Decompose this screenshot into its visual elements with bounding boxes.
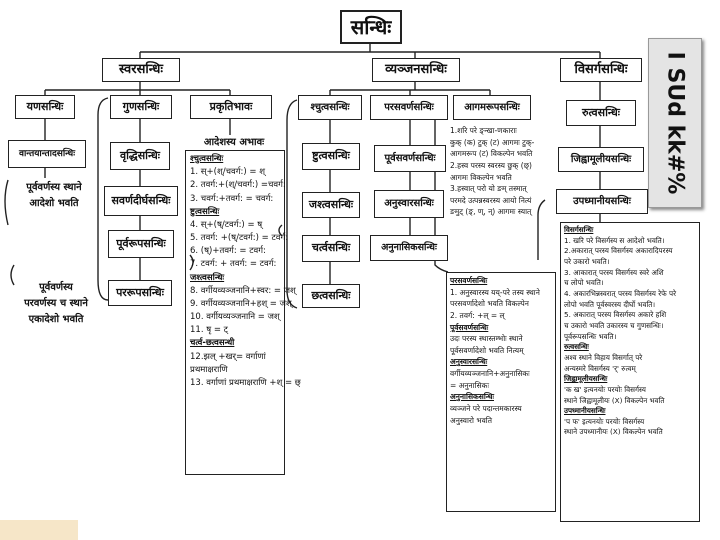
sutra-line: 4. स्+(ष्/टवर्ग:) = ष् xyxy=(190,219,263,230)
swara-sandhi-node: स्वरसन्धिः xyxy=(102,58,180,82)
visarga-note-heading: विसर्गसन्धिः xyxy=(564,225,594,234)
savarnadirgha-sandhi-node: सवर्णदीर्घसन्धिः xyxy=(104,186,178,216)
purvarupa-sandhi-node: पूर्वरूपसन्धिः xyxy=(108,230,174,258)
sutra-line: 12.झल् +खर्= वर्गाणां xyxy=(190,351,266,362)
chhatva-sandhi-node: छत्वसन्धिः xyxy=(302,284,360,308)
root-node: सन्धिः xyxy=(340,10,402,44)
visarga-note xyxy=(560,222,700,522)
sutra-line: 13. वर्गाणां प्रथमाक्षराणि +श् = छ् xyxy=(190,377,301,388)
parasavarna-note-line: पूर्वसवर्णादेशो भवति नित्यम् xyxy=(450,345,524,355)
sutra-line: 8. वर्गीयव्यञ्जनानि+स्वर: = जश् xyxy=(190,285,296,296)
parasavarna-note-line: 1. अनुस्वारस्य यय्-परे तस्य स्थाने xyxy=(450,287,540,297)
sutra-heading: श्चुत्वसन्धिः xyxy=(190,154,224,164)
parasavarna-note-heading: अनुस्वारसन्धिः xyxy=(450,357,488,367)
sutra-list xyxy=(185,150,301,475)
adesh-abhava-note: आदेशस्य अभावः xyxy=(203,137,265,148)
sutra-line: 1. स्+(श्/चवर्ग:) = श् xyxy=(190,167,266,178)
side-tab[interactable] xyxy=(648,38,702,208)
visarga-note-line: 2.अकारात् परस्य विसर्गस्य अकारादिपरस्य xyxy=(564,246,673,256)
parasavarna-note-line: अनुस्वारो भवति xyxy=(450,415,492,425)
visarga-note-line: 5. अकारात् परस्य विसर्गस्य अकारे हशि xyxy=(564,310,667,320)
sutra-heading: जश्त्वसन्धिः xyxy=(190,272,225,283)
visarga-note-line: लोपो भवति पूर्वस्वरस्य दीर्घो भवति। xyxy=(564,299,656,309)
rutva-sandhi-node: रुत्वसन्धिः xyxy=(566,100,636,126)
visarga-note-line: अश्व स्थाने विहाय विसर्गात् परे xyxy=(564,352,643,362)
parasavarna-note-line: वर्गीयव्यञ्जनानि+अनुनासिकः xyxy=(450,369,530,378)
upadhmaniya-sandhi-node: उपध्मानीयसन्धिः xyxy=(556,189,648,214)
agamarupa-sandhi-node: आगमरूपसन्धिः xyxy=(453,95,531,120)
yan-note: पूर्ववर्णस्य स्थाने आदेशो भवति xyxy=(26,182,82,209)
chartva-sandhi-node: चर्त्वसन्धिः xyxy=(302,235,360,262)
sutra-line: 6. (ष्)+तवर्ग: = टवर्ग: xyxy=(190,246,266,257)
visarga-note-line: 'क ख' इत्यनयोः परयोः विसर्गस्य xyxy=(564,384,646,394)
sutra-line: 2. तवर्ग:+(श्/चवर्ग:) =चवर्ग: xyxy=(190,180,286,191)
visarga-sandhi-node: विसर्गसन्धिः xyxy=(560,58,642,82)
vyanjana-sandhi-node: व्यञ्जनसन्धिः xyxy=(372,58,460,82)
visarga-note-line: 'प फ' इत्यनयोः परयोः विसर्गस्य xyxy=(564,416,645,426)
shtutva-sandhi-node: ष्टुत्वसन्धिः xyxy=(302,143,360,170)
visarga-note-heading: रुत्वसन्धिः xyxy=(564,342,589,352)
side-tab-label: I SUd kk#% xyxy=(662,51,688,195)
guna-sandhi-node: गुणसन्धिः xyxy=(110,95,172,119)
visarga-note-line: 4. अकारभिन्नस्वरात् परस्य विसर्गस्य रेफे परे xyxy=(564,288,677,298)
sutra-line: 7. टवर्ग: + तवर्ग: = टवर्ग: xyxy=(190,259,277,270)
sutra-line: प्रथमाक्षराणि xyxy=(190,364,228,375)
jihvamuliya-sandhi-node: जिह्वामूलीयसन्धिः xyxy=(558,147,644,172)
parasavarna-note-heading: परसवर्णसन्धिः xyxy=(450,276,488,285)
parasavarna-note-line: व्यञ्जने परे पदान्तमकारस्य xyxy=(450,403,522,413)
parasavarna-note xyxy=(446,272,556,512)
sutra-line: 5. तवर्ग: +(ष्/टवर्ग:) = टवर्ग: xyxy=(190,233,289,244)
visarga-note-line: स्थाने उपध्मानीयः (ꓫ) विकल्पेन भवति xyxy=(564,427,663,437)
visarga-note-heading: उपध्मानीयसन्धिः xyxy=(564,406,606,416)
parasavarna-note-line: 2. तवर्ग: +ल् = ल् xyxy=(450,310,505,320)
vriddhi-sandhi-node: वृद्धिसन्धिः xyxy=(110,142,170,170)
sutra-heading: चर्त्व-छत्वसन्धी xyxy=(190,338,235,349)
visarga-note-line: अन्यस्मरे विसर्गस्य 'र्' रुत्वम् xyxy=(564,363,636,373)
parasavarna-note-line: परसवर्णादेशो भवति विकल्पेन xyxy=(450,299,529,309)
sutra-line: 11. षृ = ट् xyxy=(190,325,228,336)
anunasika-sandhi-node: अनुनासिकसन्धिः xyxy=(370,235,448,261)
visarga-note-line: स्थाने जिह्वामूलीयः (ꓫ) विकल्पेन भवति xyxy=(564,395,665,405)
jashtva-sandhi-node: जश्त्वसन्धिः xyxy=(302,192,360,218)
anusvara-sandhi-node: अनुस्वारसन्धिः xyxy=(374,190,444,218)
yan-sandhi-node: यणसन्धिः xyxy=(15,95,75,119)
parasavarna-sandhi-node: परसवर्णसन्धिः xyxy=(370,95,448,120)
sutra-heading: ष्टुत्वसन्धिः xyxy=(190,206,220,217)
visarga-note-line: परे उकारो भवति। xyxy=(564,256,610,266)
parasavarna-note-line: उदः परस्य स्थास्तम्भोः स्थाने xyxy=(450,334,523,344)
parasavarna-note-heading: अनुनासिकसन्धिः xyxy=(450,392,494,402)
parasavarna-note-line: = अनुनासिकः xyxy=(450,380,489,390)
pararupa-sandhi-node: पररूपसन्धिः xyxy=(108,280,172,306)
visarga-note-line: 1. खरि परे विसर्गस्य स आदेशो भवति। xyxy=(564,235,665,245)
parasavarna-note-heading: पूर्वसवर्णसन्धिः xyxy=(450,322,489,332)
visarga-note-line: च लोपो भवति। xyxy=(564,278,604,288)
vantayanta-sandhi-node: वान्तयान्तादसन्धिः xyxy=(8,140,86,168)
agama-note: 1.शरि परे ङ्न्खा-णकाराः कुक् (क) टुक् (ट) आगमः टुक्- आगमरूप (ट) विकल्पेन भवति 2.हस्व परस्य स्वरस्य छुक् (छ्) आगमः विकल्पेन भवति 3.हस्वात् परो यो ङम् तस्मात् परमदे उत्पन्नस्वरस्य आयो नित्यं ङमुट् (ङ्, ण्, न्) आगमः स्यात् xyxy=(450,126,535,217)
visarga-note-line: 3. आकारात् परस्य विसर्गस्य स्वरे अशि xyxy=(564,267,664,277)
sutra-line: 9. वर्गीयव्यञ्जनानि+हश् = जश् xyxy=(190,298,292,309)
prakritibhava-node: प्रकृतिभावः xyxy=(190,95,272,119)
visarga-note-line: पूर्वरूपसन्धिः भवति। xyxy=(564,331,617,341)
visarga-note-heading: जिह्वामूलीयसन्धिः xyxy=(564,374,608,384)
purvasavarna-sandhi-node: पूर्वसवर्णसन्धिः xyxy=(374,145,446,172)
sutra-line: 3. चवर्ग:+तवर्ग: = चवर्ग: xyxy=(190,193,274,204)
sutra-line: 10. वर्गीयव्यञ्जनानि = जश् xyxy=(190,312,280,323)
corner-decoration xyxy=(0,520,78,540)
visarga-note-line: च उकारो भवति उकारस्य च गुणसन्धिः। xyxy=(564,320,664,330)
shchutva-sandhi-node: श्चुत्वसन्धिः xyxy=(298,95,362,120)
bottom-note: पूर्ववर्णस्य परवर्णस्य च स्थाने एकादेशो भवति xyxy=(24,282,88,325)
